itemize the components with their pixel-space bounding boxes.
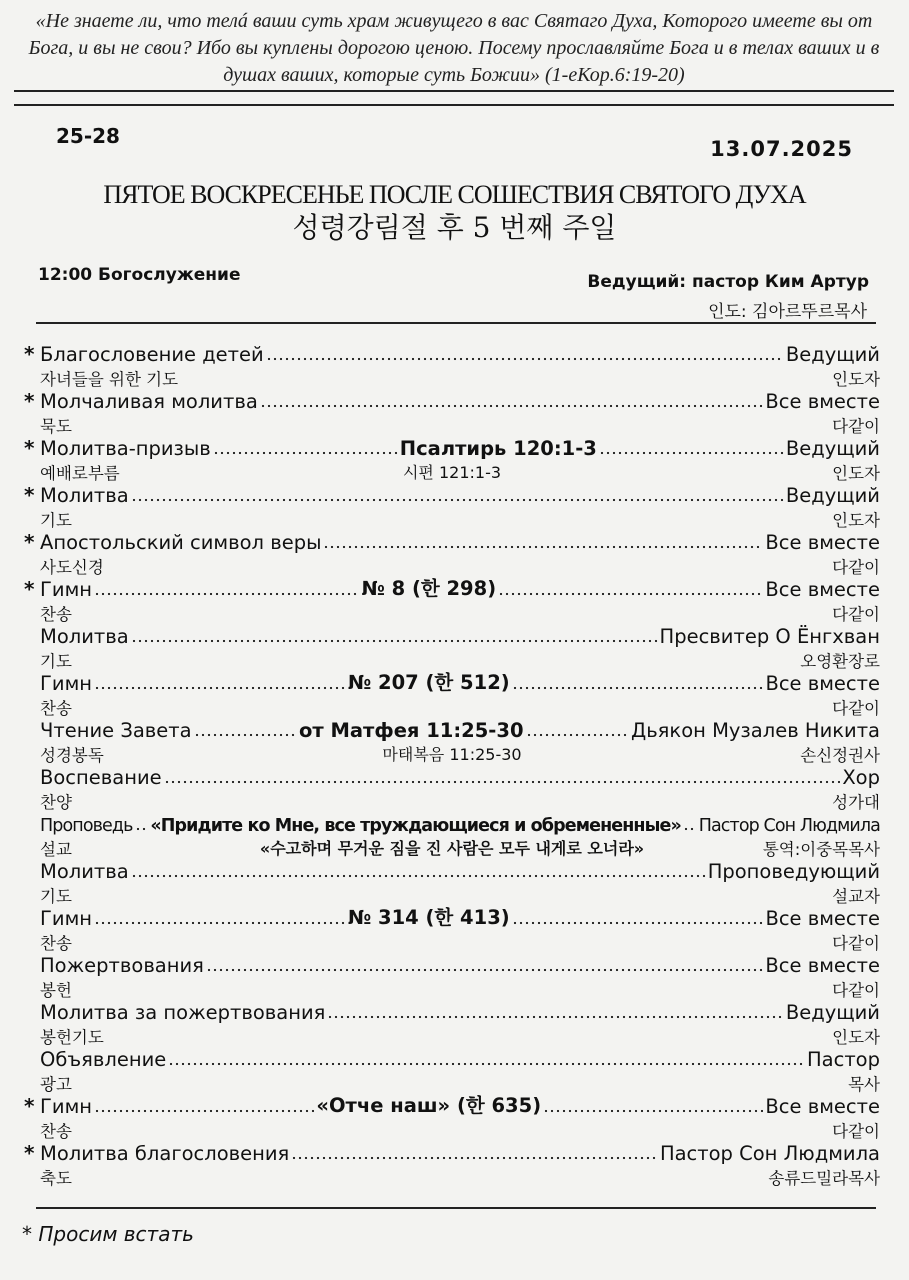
service-item-reference-korean: «수고하며 무거운 짐을 진 사람은 모두 내게로 오너라» [259,839,645,858]
service-item [24,340,880,387]
service-item-name: Апостольский символ веры [40,531,322,554]
service-item-leader-korean: 인도자 [832,464,880,483]
service-item-leader: Ведущий [785,343,880,366]
leader-russian: Ведущий: пастор Ким Артур [587,272,869,292]
service-date: 13.07.2025 [710,137,853,161]
service-item-korean-row [24,507,880,528]
service-item-name: Чтение Завета [40,719,192,742]
dot-leader [512,686,764,690]
service-item-name-korean: 기도 [40,511,72,530]
stand-marker: * [24,577,35,601]
service-item-korean-row [24,1165,880,1186]
service-item-russian-row [24,763,880,789]
dot-leader [94,1109,314,1113]
service-item-russian-row [24,669,880,695]
dot-leader [498,592,763,596]
service-item-korean-row [24,789,880,810]
service-item-leader: Все вместе [765,390,880,413]
service-item-name-korean: 자녀들을 위한 기도 [40,370,179,389]
service-item-leader: Все вместе [765,907,881,930]
issue-number: 25-28 [56,124,120,148]
service-item-leader-korean: 목사 [848,1075,880,1094]
service-item-korean-row [24,648,880,669]
service-item [24,669,880,716]
service-item-leader-korean: 인도자 [832,370,880,389]
service-item-name-korean: 예배로부름 [40,464,120,483]
service-item-name: Молитва [40,484,129,507]
service-item-leader: Пастор Сон Людмила [698,816,881,836]
dot-leader [512,921,764,925]
dot-leader [94,592,359,596]
service-item-leader: Все вместе [765,954,880,977]
dot-leader [168,1062,805,1066]
service-item-korean-row [24,1024,880,1045]
service-item-name: Молчаливая молитва [40,390,258,413]
service-item-leader: Ведущий [785,1001,880,1024]
header-divider-bottom [14,104,894,106]
order-of-service-list [24,340,880,1186]
service-item-russian-row [24,622,880,648]
service-item-name-korean: 찬송 [40,1122,72,1141]
service-item-leader-korean: 성가대 [832,793,880,812]
service-item [24,1045,880,1092]
dot-leader [135,827,149,831]
dot-leader [599,451,784,455]
stand-marker: * [24,342,35,366]
stand-marker: * [24,483,35,507]
epigraph-quote: «Не знаете ли, что телá ваши суть храм живущего в вас Святаго Духа, Которого имеете вы от Бога, и вы не свои? Ибо вы куплены дорогою ценою. Посему прославляйте Бога и в телах ваших и в душах ваших, которые суть Божии» (1-еКор.6:19-20) [28,10,880,86]
service-item-leader-korean: 인도자 [832,511,880,530]
service-item-name-korean: 사도신경 [40,558,104,577]
service-item-name-korean: 찬양 [40,793,72,812]
service-item-name: Пожертвования [40,954,204,977]
stand-marker: * [24,389,35,413]
service-item-korean-row [24,554,880,575]
service-item-name: Гимн [40,578,93,601]
service-item-leader: Ведущий [785,484,880,507]
service-item-russian-row [24,528,880,554]
service-item-korean-row [24,977,880,998]
service-item [24,1139,880,1186]
service-item-leader-korean: 다같이 [832,934,880,953]
service-item-leader-korean: 설교자 [832,887,880,906]
service-item-russian-row [24,1139,880,1165]
service-item-name-korean: 찬송 [40,605,72,624]
dot-leader [194,733,297,737]
dot-leader [213,451,398,455]
service-item [24,810,880,857]
dot-leader [266,357,784,361]
service-item-name: Воспевание [40,766,162,789]
service-item-leader: Все вместе [765,672,881,695]
service-item-name-korean: 축도 [40,1169,72,1188]
service-item [24,857,880,904]
order-divider-bottom [36,1207,876,1209]
service-item-leader-korean: 오영환장로 [800,652,880,671]
service-item-name: Молитва [40,625,129,648]
service-item-korean-row [24,601,880,622]
service-item-leader-korean: 다같이 [832,699,880,718]
service-item-leader-korean: 다같이 [832,558,880,577]
service-item [24,763,880,810]
service-item [24,528,880,575]
service-item-russian-row [24,998,880,1024]
service-item-leader-korean: 손신정권사 [800,746,880,765]
service-item-name: Объявление [40,1048,167,1071]
service-item [24,904,880,951]
service-item-name-korean: 찬송 [40,699,72,718]
service-item-name-korean: 기도 [40,887,72,906]
service-item-leader-korean: 다같이 [832,981,880,1000]
service-item-leader: Пастор [806,1048,880,1071]
dot-leader [131,498,784,502]
service-item-leader: Пастор Сон Людмила [659,1142,880,1165]
page-title-korean: 성령강림절 후 5 번째 주일 [292,211,617,244]
header-divider-top [14,90,894,92]
dot-leader [291,1156,658,1160]
service-item-russian-row [24,340,880,366]
service-item [24,622,880,669]
service-time: 12:00 Богослужение [38,265,241,285]
service-item-russian-row [24,481,880,507]
page-title-russian: ПЯТОЕ ВОСКРЕСЕНЬЕ ПОСЛЕ СОШЕСТВИЯ СВЯТОГО ДУХА [103,180,806,209]
dot-leader [94,686,346,690]
dot-leader [526,733,629,737]
dot-leader [260,404,764,408]
dot-leader [164,780,841,784]
service-item-name: Проповедь [40,816,133,836]
service-item-russian-row [24,951,880,977]
order-divider-top [36,322,876,324]
service-item-leader-korean: 다같이 [832,605,880,624]
dot-leader [131,874,706,878]
service-item-name-korean: 봉헌 [40,981,72,1000]
service-item-korean-row [24,366,880,387]
service-item [24,998,880,1045]
service-item-reference: Псалтирь 120:1-3 [399,437,597,460]
dot-leader [94,921,346,925]
service-item-korean-row [24,695,880,716]
service-item-korean-row [24,1071,880,1092]
service-item-russian-row [24,904,880,930]
service-item-russian-row [24,1045,880,1071]
service-item-name: Благословение детей [40,343,264,366]
service-item-leader: Ведущий [785,437,880,460]
service-item-name-korean: 찬송 [40,934,72,953]
service-item-leader-korean: 다같이 [832,1122,880,1141]
service-item-name-korean: 설교 [40,840,72,859]
service-item [24,575,880,622]
service-item-russian-row [24,1092,880,1118]
service-item-russian-row [24,434,880,460]
stand-marker: * [24,436,35,460]
service-item-name-korean: 기도 [40,652,72,671]
service-item-korean-row [24,413,880,434]
service-item-leader-korean: 다같이 [832,417,880,436]
service-item-name: Гимн [40,907,93,930]
service-item-leader: Хор [842,766,880,789]
service-item [24,951,880,998]
service-item [24,387,880,434]
service-item-reference: от Матфея 11:25-30 [299,719,524,742]
stand-marker: * [24,1094,35,1118]
service-item-name-korean: 성경봉독 [40,746,104,765]
service-item-name: Молитва за пожертвования [40,1001,326,1024]
service-item-reference: № 207 (한 512) [347,671,510,694]
service-item-russian-row [24,716,880,742]
service-item-korean-row [24,883,880,904]
leader-korean: 인도: 김아르뚜르목사 [708,302,867,322]
stand-marker: * [24,1141,35,1165]
service-item-name-korean: 묵도 [40,417,72,436]
service-item-leader: Пресвитер О Ёнгхван [659,625,880,648]
service-item-name: Гимн [40,672,93,695]
footnote-please-stand: * Просим встать [22,1222,194,1246]
service-item-reference-korean: 마태복음 11:25-30 [382,745,522,764]
service-item-name-korean: 봉헌기도 [40,1028,104,1047]
service-item-name: Гимн [40,1095,93,1118]
service-item-reference: № 314 (한 413) [347,906,510,929]
service-item-reference: «Придите ко Мне, все труждающиеся и обремененные» [150,816,681,836]
dot-leader [327,1015,783,1019]
dot-leader [543,1109,763,1113]
stand-marker: * [24,530,35,554]
service-item-russian-row [24,810,880,836]
service-item-leader: Проповедующий [707,860,880,883]
dot-leader [206,968,764,972]
service-item-leader: Все вместе [765,1095,880,1118]
service-item-name: Молитва благословения [40,1142,290,1165]
service-item [24,716,880,763]
service-item-russian-row [24,387,880,413]
service-item-reference: № 8 (한 298) [361,577,497,600]
service-item [24,481,880,528]
service-item-korean-row [24,1118,880,1139]
dot-leader [683,827,697,831]
service-item-name: Молитва [40,860,129,883]
service-item-leader: Дьякон Музалев Никита [630,719,880,742]
service-item-russian-row [24,575,880,601]
service-item-leader: Все вместе [765,531,880,554]
service-item-leader-korean: 송류드밀라목사 [768,1169,880,1188]
service-item-name: Молитва-призыв [40,437,211,460]
service-item-leader-korean: 통역:이중목목사 [762,840,880,859]
service-item-reference: «Отче наш» (한 635) [316,1094,542,1117]
service-item [24,434,880,481]
service-item [24,1092,880,1139]
service-item-leader: Все вместе [765,578,880,601]
service-item-leader-korean: 인도자 [832,1028,880,1047]
service-item-korean-row [24,930,880,951]
dot-leader [131,639,658,643]
service-item-name-korean: 광고 [40,1075,72,1094]
service-item-russian-row [24,857,880,883]
service-item-reference-korean: 시편 121:1-3 [402,463,502,482]
dot-leader [323,545,763,549]
